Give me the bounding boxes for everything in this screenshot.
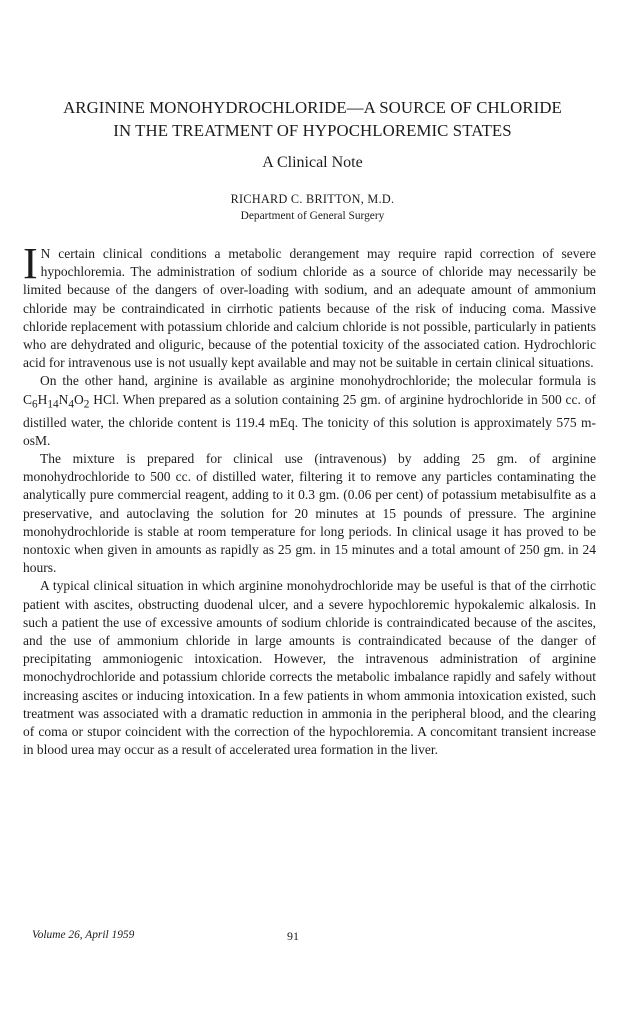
paragraph-2-text-a: On the other hand, arginine is available as arginine monohydrochloride; the molecular formula is C: [23, 373, 596, 407]
paragraph-4: A typical clinical situation in which arginine monohydrochloride may be useful is that of the cirrhotic patient with ascites, obstructing duodenal ulcer, and a severe hypochloremic hypokalemic alkalosis. In such a patient the use of excessive amounts of sodium chloride is contraindicated because of the ascites, and the use of ammonium chloride in large amounts is contraindicated because of the danger of precipitating ammoniogenic intoxication. However, the intravenous administration of arginine monochydrochloride and potassium chloride corrects the metabolic imbalance rapidly and safely without increasing ascites or inducing intoxication. In a few patients in whom ammonia intoxication existed, such treatment was associated with a dramatic reduction in ammonia in the peripheral blood, and the clearing of coma or stupor coincident with the correction of the hypochloremia. A concomitant transient increase in blood urea may occur as a result of accelerated urea formation in the liver.: [23, 578, 596, 758]
paragraph-3: The mixture is prepared for clinical use (intravenous) by adding 25 gm. of arginine monohydrochloride to 500 cc. of distilled water, filtering it to remove any particles contaminating the analytically pure commercial reagent, adding to it 0.3 gm. (0.06 per cent) of potassium metabisulfite as a preservative, and autoclaving the solution for 20 minutes at 15 pounds of pressure. The arginine monohydrochloride is stable at room temperature for long periods. In clinical usage it has proved to be nontoxic when given in amounts as rapidly as 25 gm. in 15 minutes and a total amount of 250 gm. in 24 hours.: [23, 450, 596, 576]
title-line-2: IN THE TREATMENT OF HYPOCHLOREMIC STATES: [113, 121, 512, 140]
article-title: [30, 96, 595, 142]
page-number: 91: [287, 929, 299, 943]
paragraph-2-text-b: HCl. When prepared as a solution containing 25 gm. of arginine hydrochloride in 500 cc. of distilled water, the chloride content is 119.4 mEq. The tonicity of this solution is approximately 575 m-osM.: [23, 391, 596, 448]
paragraph-1: [23, 239, 596, 372]
formula-element: N: [58, 391, 69, 407]
formula-subscript: 4: [68, 398, 75, 411]
formula-subscript: 14: [47, 398, 59, 411]
author-department: Department of General Surgery: [240, 210, 385, 222]
article-body: [23, 239, 596, 759]
article-subtitle: A Clinical Note: [262, 154, 363, 171]
formula-element: O: [74, 391, 84, 407]
title-line-1: ARGININE MONOHYDROCHLORIDE—A SOURCE OF CHLORIDE: [63, 98, 562, 117]
journal-citation: Volume 26, April 1959: [32, 929, 135, 941]
drop-cap: I: [23, 239, 38, 288]
paragraph-1-text: N certain clinical conditions a metabolic derangement may require rapid correction of severe hypochloremia. The administration of sodium chloride as a source of chloride may necessarily be limited because of the dangers of over-loading with sodium, and an adequate amount of ammonium chloride may be contraindicated in cirrhotic patients because of the risk of inducing coma. Massive chloride replacement with potassium chloride and calcium chloride is not possible, particularly in patients who are dehydrated and oliguric, because of the potential toxicity of the associated cation. Hydrochloric acid for intravenous use is not usually kept available and may not be suitable in certain clinical situations.: [23, 246, 596, 371]
formula-subscript: 6: [32, 398, 38, 411]
paragraph-2: [23, 372, 596, 450]
author-name: RICHARD C. BRITTON, M.D.: [230, 192, 395, 206]
formula-element: H: [37, 391, 48, 407]
formula-subscript: 2: [83, 398, 90, 411]
